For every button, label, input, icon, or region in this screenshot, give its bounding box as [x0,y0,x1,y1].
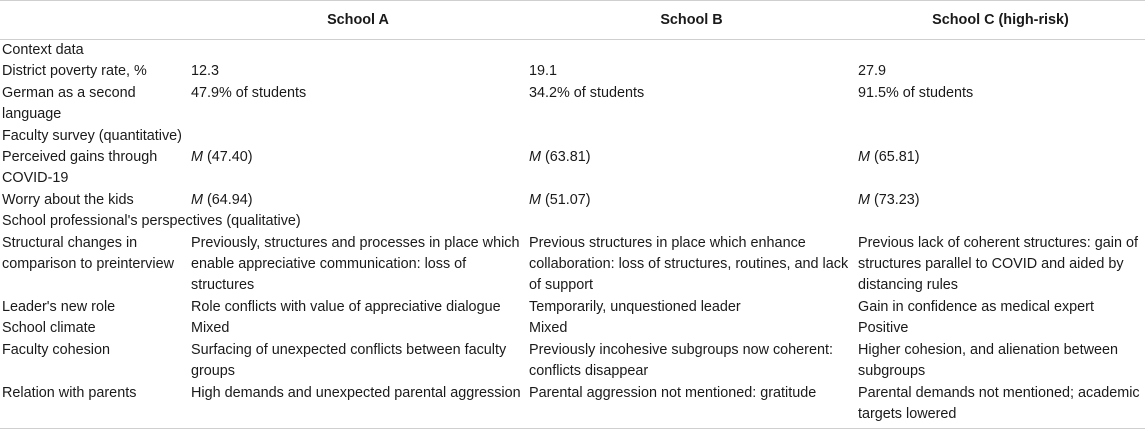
cell-school-b [527,147,856,190]
mean-symbol: M [858,149,870,166]
row-label: Perceived gains through COVID-19 [2,149,158,187]
cell-school-c: Gain in confidence as medical expert [858,298,1094,315]
mean-value: (51.07) [541,191,591,208]
cell-school-a: Previously, structures and processes in place which enable appreciative communication: loss of structures [191,234,520,294]
section-row [0,126,1145,147]
row-label: Worry about the kids [2,191,134,208]
cell-school-a: High demands and unexpected parental aggression [189,383,527,429]
mean-symbol: M [529,191,541,208]
section-row [0,40,1145,62]
row-label: Structural changes in comparison to preinterview [2,234,174,273]
table-row [0,190,1145,211]
mean-symbol: M [529,149,541,166]
cell-school-c: Previous lack of coherent structures: gain of structures parallel to COVID and aided by distancing rules [858,234,1138,294]
section-label: Context data [2,42,84,58]
header-cell-empty [0,1,189,40]
cell-school-c: Parental demands not mentioned; academic targets lowered [856,383,1145,429]
header-school-a: School A [189,1,527,40]
mean-symbol: M [191,191,203,208]
header-row [0,1,1145,40]
cell-school-b: Mixed [529,320,568,337]
row-label: Relation with parents [0,383,189,429]
cell-school-b: 34.2% of students [529,84,645,101]
cell-school-b [527,190,856,211]
cell-school-b: Temporarily, unquestioned leader [529,298,741,315]
cell-school-a: 12.3 [191,63,220,80]
row-label: Faculty cohesion [2,341,110,358]
cell-school-c [856,147,1145,190]
table-row [0,318,1145,339]
cell-school-b: Parental aggression not mentioned: gratitude [527,383,856,429]
cell-school-a: Role conflicts with value of appreciative dialogue [191,298,501,315]
mean-value: (73.23) [870,191,920,208]
mean-symbol: M [191,149,203,166]
cell-school-a [189,147,527,190]
table-row [0,233,1145,297]
section-row [0,211,1145,232]
table-row [0,83,1145,126]
header-school-c: School C (high-risk) [856,1,1145,40]
cell-school-c: Positive [858,320,909,337]
table-row [0,61,1145,82]
table-header [0,1,1145,40]
cell-school-a [189,190,527,211]
cell-school-a: Mixed [191,320,230,337]
mean-value: (65.81) [870,149,920,166]
mean-symbol: M [858,191,870,208]
cell-school-a: Surfacing of unexpected conflicts between faculty groups [191,341,507,380]
cell-school-c: Higher cohesion, and alienation between subgroups [858,341,1119,380]
row-label: School climate [2,320,96,337]
cell-school-c: 91.5% of students [858,84,974,101]
section-label: School professional's perspectives (qualitative) [2,213,301,230]
cell-school-c [856,190,1145,211]
table-row [0,383,1145,429]
mean-value: (63.81) [541,149,591,166]
cell-school-b: 19.1 [529,63,558,80]
cell-school-c: 27.9 [858,63,887,80]
row-label: Leader's new role [2,298,116,315]
mean-value: (47.40) [203,149,253,166]
mean-value: (64.94) [203,191,253,208]
table-row [0,147,1145,190]
table-body [0,40,1145,429]
row-label: German as a second language [2,84,136,123]
row-label: District poverty rate, % [2,63,147,80]
cell-school-b: Previously incohesive subgroups now coherent: conflicts disappear [529,341,833,380]
table-row [0,340,1145,383]
header-school-b: School B [527,1,856,40]
cell-school-b: Previous structures in place which enhance collaboration: loss of structures, routines, and lack of support [529,234,849,294]
table-row [0,297,1145,318]
section-label: Faculty survey (quantitative) [2,127,182,144]
cell-school-a: 47.9% of students [191,84,307,101]
